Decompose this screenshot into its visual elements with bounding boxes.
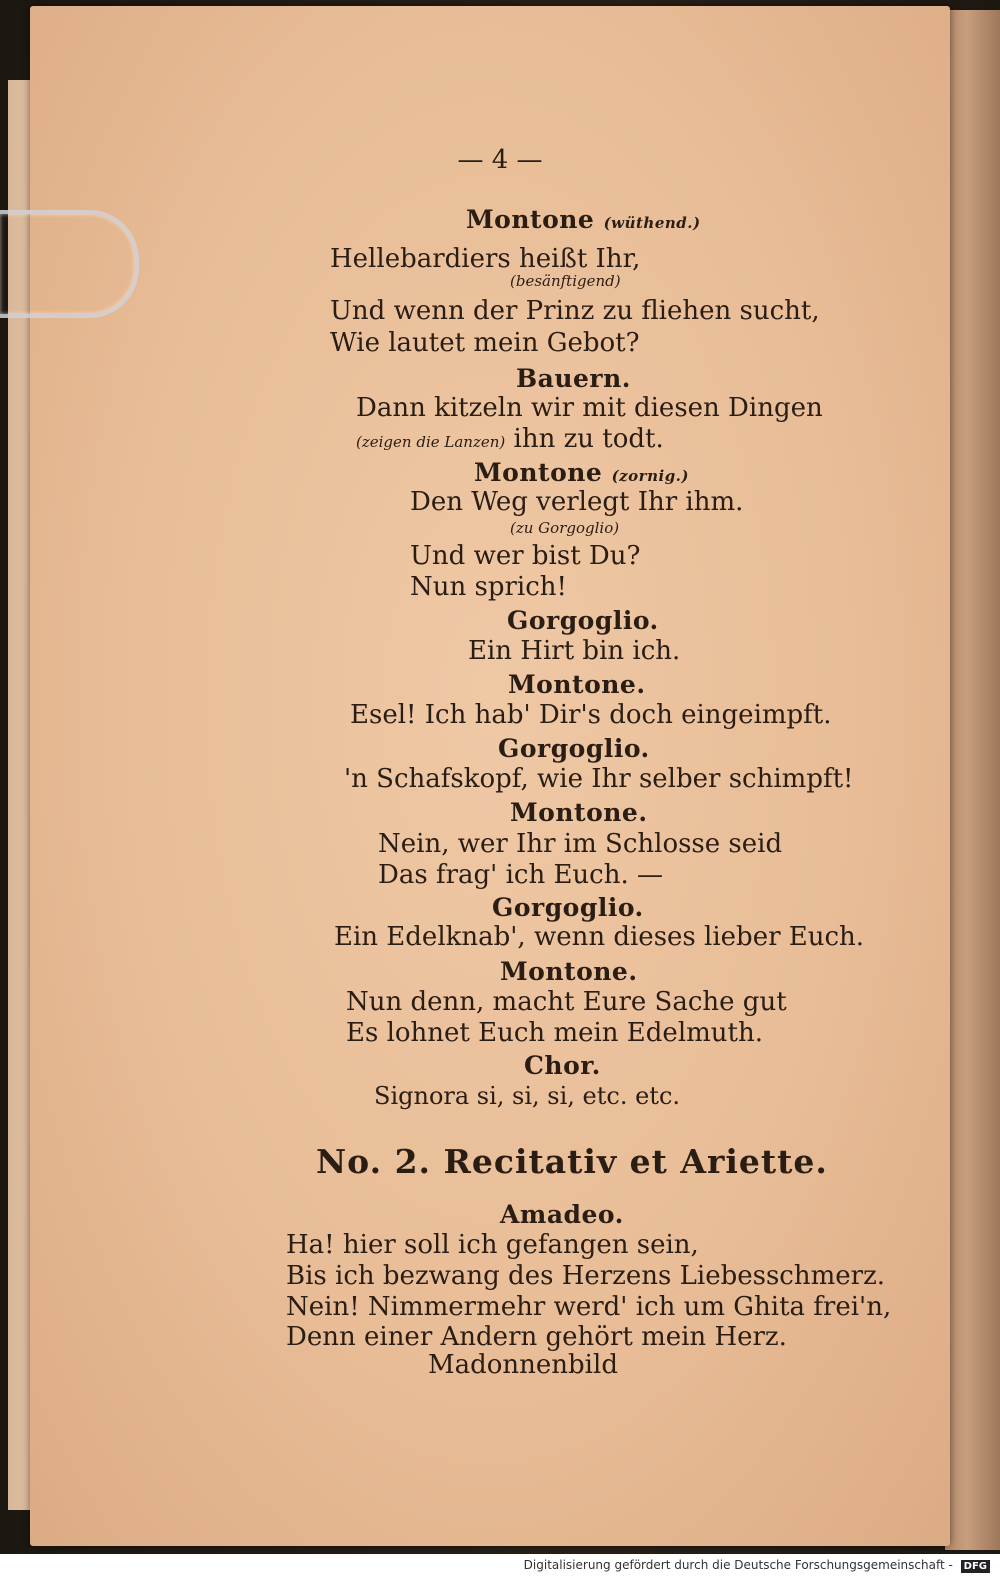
binding-strip: [945, 10, 1000, 1550]
speaker-label: Gorgoglio.: [498, 734, 650, 763]
speaker-label: Gorgoglio.: [492, 893, 644, 922]
stage-direction: (zu Gorgoglio): [510, 519, 620, 537]
speaker-label: Gorgoglio.: [507, 606, 659, 635]
verse-line: Hellebardiers heißt Ihr,: [330, 244, 641, 274]
stage-direction: (zeigen die Lanzen): [356, 433, 506, 451]
verse-line: Ein Hirt bin ich.: [468, 636, 681, 666]
speaker-name: Montone: [474, 458, 603, 487]
verse-line: 'n Schafskopf, wie Ihr selber schimpft!: [344, 764, 854, 794]
stage-direction: (zornig.): [611, 467, 689, 485]
speaker-name: Montone: [466, 205, 595, 234]
verse-line: Den Weg verlegt Ihr ihm.: [410, 487, 744, 517]
verse-line: Signora si, si, si, etc. etc.: [374, 1082, 681, 1110]
speaker-label: [466, 205, 701, 234]
verse-line: Es lohnet Euch mein Edelmuth.: [346, 1018, 763, 1048]
dfg-logo: DFG: [961, 1560, 990, 1573]
section-heading: No. 2. Recitativ et Ariette.: [316, 1142, 828, 1181]
verse-line: [356, 424, 664, 454]
speaker-label: Amadeo.: [500, 1200, 624, 1229]
paper-clip: [0, 210, 139, 318]
verse-text: ihn zu todt.: [513, 424, 664, 454]
footer-credit: [524, 1558, 990, 1573]
verse-line: Wie lautet mein Gebot?: [330, 328, 640, 358]
speaker-label: Bauern.: [516, 364, 631, 393]
stage-direction: (wüthend.): [603, 214, 701, 232]
verse-line: Denn einer Andern gehört mein Herz.: [286, 1322, 787, 1352]
page-number: — 4 —: [457, 145, 543, 175]
speaker-label: Chor.: [524, 1051, 601, 1080]
verse-line: Bis ich bezwang des Herzens Liebesschmerz.: [286, 1261, 886, 1291]
verse-line: Ein Edelknab', wenn dieses lieber Euch.: [334, 922, 865, 952]
speaker-label: Montone.: [510, 798, 648, 827]
verse-line: Madonnenbild: [428, 1350, 618, 1380]
verse-line: Nun sprich!: [410, 572, 567, 602]
speaker-label: Montone.: [508, 670, 646, 699]
verse-line: Das frag' ich Euch. —: [378, 860, 664, 890]
verse-line: Dann kitzeln wir mit diesen Dingen: [356, 393, 823, 423]
verse-line: Nein, wer Ihr im Schlosse seid: [378, 829, 783, 859]
speaker-label: [474, 458, 689, 487]
verse-line: Und wenn der Prinz zu fliehen sucht,: [330, 296, 820, 326]
speaker-label: Montone.: [500, 957, 638, 986]
verse-line: Nun denn, macht Eure Sache gut: [346, 987, 787, 1017]
stage-direction: (besänftigend): [510, 272, 621, 290]
verse-line: Und wer bist Du?: [410, 541, 641, 571]
verse-line: Esel! Ich hab' Dir's doch eingeimpft.: [350, 700, 832, 730]
verse-line: Nein! Nimmermehr werd' ich um Ghita frei'n,: [286, 1292, 892, 1322]
verse-line: Ha! hier soll ich gefangen sein,: [286, 1230, 699, 1260]
footer-credit-text: Digitalisierung gefördert durch die Deutsche Forschungsgemeinschaft -: [523, 1558, 953, 1572]
